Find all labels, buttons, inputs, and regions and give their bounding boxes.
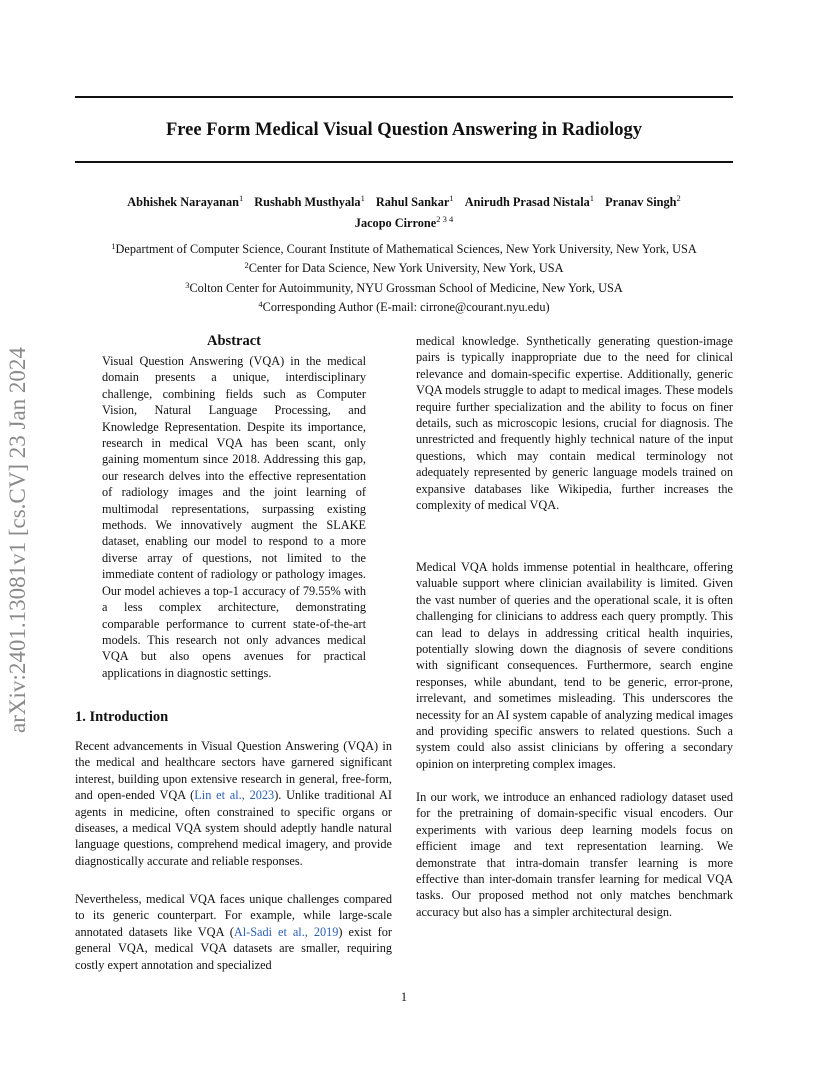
paper-title: Free Form Medical Visual Question Answering in Radiology xyxy=(165,120,643,140)
author: Jacopo Cirrone$^{2 3 4}$ xyxy=(354,214,454,230)
introduction-paragraph: In our work, we introduce an enhanced radiology dataset used for the pretraining of domain-specific visual encoders. Our experiments with various deep learning models focus on efficient image and text representation learning. We demonstrate that intra-domain transfer learning is more effective than inter-domain transfer learning for medical VQA tasks. Our proposed method not only matches benchmark accuracy but also has a simpler architectural design. xyxy=(416,790,733,919)
arxiv-identifier: arXiv:2401.13081v1 [cs.CV] 23 Jan 2024 xyxy=(5,347,30,733)
author: Rushabh Musthyala$^1$ xyxy=(254,193,365,209)
page-number: 1 xyxy=(400,990,408,1004)
author: Pranav Singh$^2$ xyxy=(605,193,681,209)
author: Rahul Sankar$^1$ xyxy=(375,193,454,209)
introduction-paragraph: Nevertheless, medical VQA faces unique challenges compared to its generic counterpart. For example, while large-scale annotated datasets like VQA (Al-Sadi et al., 2019) exist for general VQA, medical VQA datasets are smaller, requiring costly expert annotation and specialized xyxy=(75,892,392,972)
affiliation: $^4$Corresponding Author (E-mail: cirrone@courant.nyu.edu) xyxy=(258,298,550,314)
title-rule-bottom xyxy=(75,161,733,163)
introduction-paragraph: Medical VQA holds immense potential in healthcare, offering valuable support where clinician availability is limited. Given the vast number of queries and the operational scale, it is often challenging for clinicians to address each query promptly. This can lead to delays in addressing critical health inquiries, potentially slowing down the diagnosis of severe conditions with significant consequences. Furthermore, search engine responses, while abundant, tend to be generic, error-prone, irrelevant, and sometimes misleading. This underscores the necessity for an AI system capable of analyzing medical images and providing specific answers to related questions. Such a system could also assist clinicians by offering a secondary opinion on interpreting complex images. xyxy=(416,560,733,771)
author-list xyxy=(75,190,733,232)
abstract-text: Visual Question Answering (VQA) in the medical domain presents a unique, interdisciplinary challenge, combining fields such as Computer Vision, Natural Language Processing, and Knowledge Representation. Despite its importance, research in medical VQA has been scant, only gaining momentum since 2018. Addressing this gap, our research delves into the effective representation of radiology images and the joint learning of multimodal representations, surpassing existing methods. We innovatively augment the SLAKE dataset, enabling our model to respond to a more diverse array of questions, not limited to the immediate content of radiology or pathology images. Our model achieves a top-1 accuracy of 79.55% with a less complex architecture, demonstrating comparable performance to current state-of-the-art models. This research not only advances medical VQA but also opens avenues for practical applications in diagnostic settings. xyxy=(102,354,366,680)
abstract-heading: Abstract xyxy=(207,333,261,349)
author: Abhishek Narayanan$^1$ xyxy=(127,193,244,209)
affiliation-list xyxy=(75,238,733,315)
citation-link[interactable]: Al-Sadi et al., 2019 xyxy=(233,924,339,939)
introduction-paragraph: medical knowledge. Synthetically generating question-image pairs is typically inappropriate due to the need for clinical relevance and domain-specific expertise. Additionally, generic VQA models struggle to adapt to medical images. These models require further specialization and the ability to focus on finer details, such as microscopic lesions, crucial for diagnosis. The unrestricted and frequently highly technical nature of the input questions, which may contain medical terminology not adequately represented by generic language models trained on expansive databases like Wikipedia, further increases the complexity of medical VQA. xyxy=(416,334,733,513)
affiliation: $^2$Center for Data Science, New York University, New York, USA xyxy=(244,260,564,276)
citation-link[interactable]: Lin et al., 2023 xyxy=(194,788,275,803)
introduction-paragraph: Recent advancements in Visual Question Answering (VQA) in the medical and healthcare sectors have garnered significant interest, building upon extensive research in general, free-form, and open-ended VQA (Lin et al., 2023). Unlike traditional AI agents in medicine, often constrained to specific organs or diseases, a medical VQA system should adeptly handle natural language questions, comprehend medical imagery, and provide diagnostically accurate and reliable responses. xyxy=(75,739,392,868)
title-rule-top xyxy=(75,96,733,98)
affiliation: $^3$Colton Center for Autoimmunity, NYU Grossman School of Medicine, New York, USA xyxy=(185,279,623,295)
introduction-heading: 1. Introduction xyxy=(75,709,169,725)
author: Anirudh Prasad Nistala$^1$ xyxy=(464,193,595,209)
affiliation: $^1$Department of Computer Science, Courant Institute of Mathematical Sciences, New York University, New York, USA xyxy=(111,241,697,256)
